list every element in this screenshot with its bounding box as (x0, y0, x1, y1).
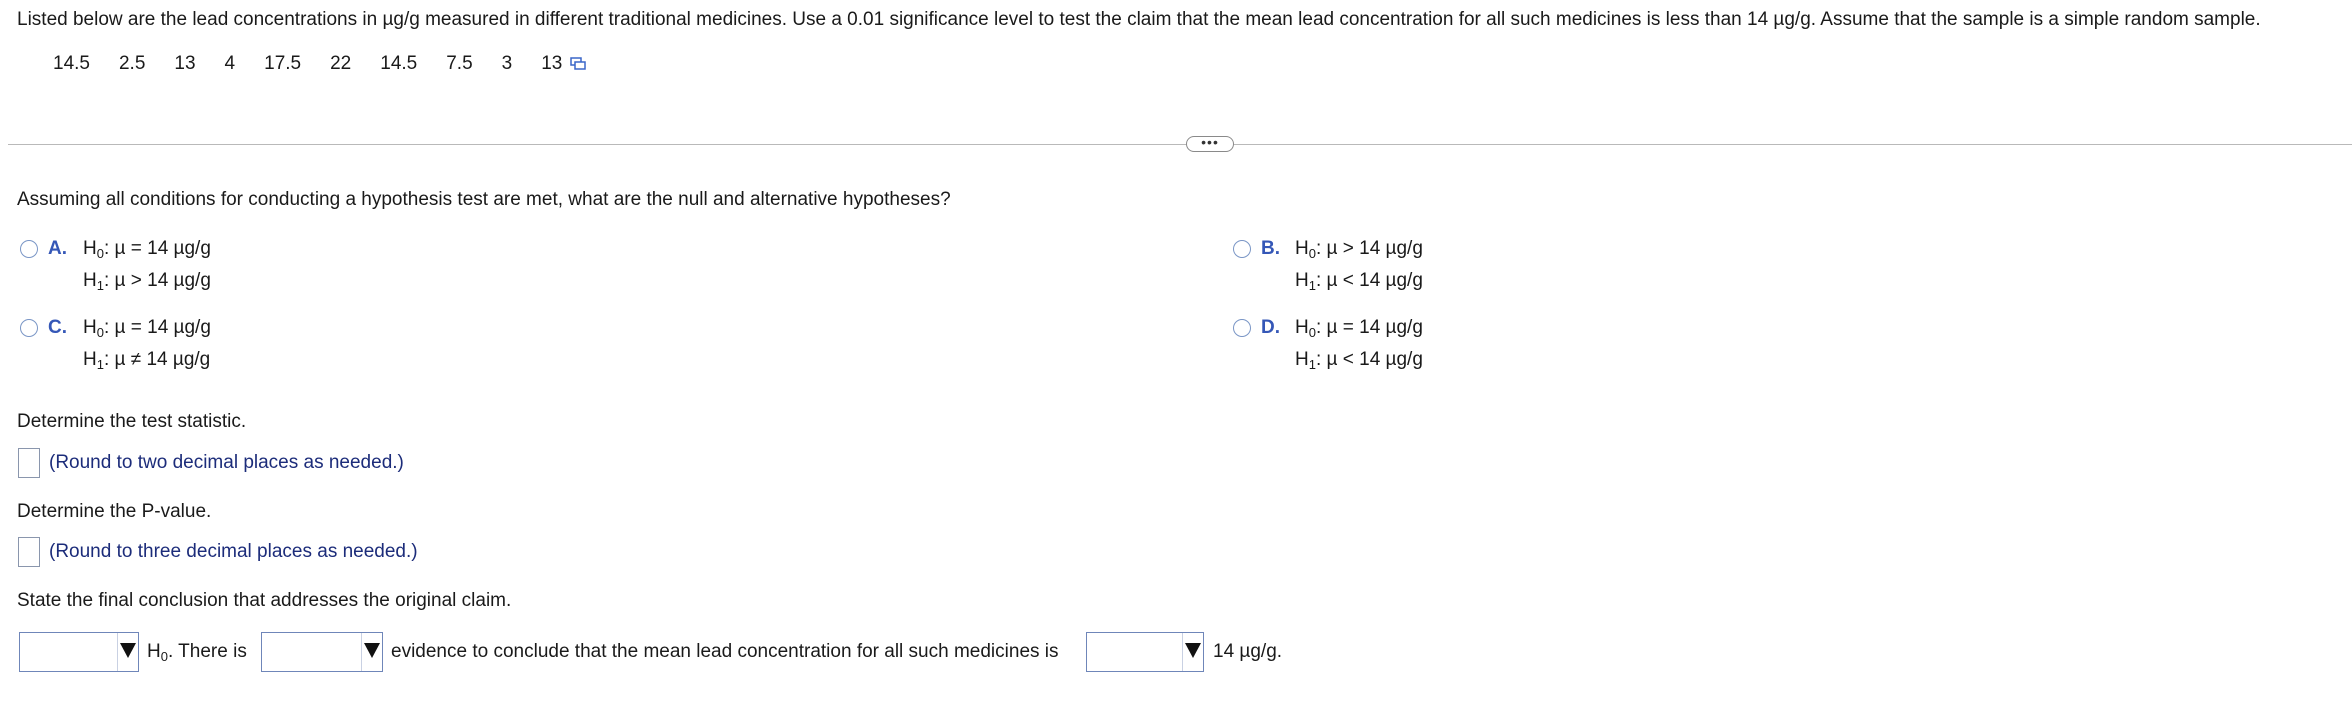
p-value-hint: (Round to three decimal places as needed.) (49, 541, 418, 562)
dropdown-arrow-icon (120, 643, 136, 658)
data-value: 4 (224, 53, 236, 74)
option-c-letter: C. (48, 317, 67, 338)
option-c-h0: $H_0$: µ = 14 µg/g (83, 317, 211, 340)
data-value: 14.5 (53, 53, 90, 74)
option-b-h0: $H_0$: µ > 14 µg/g (1295, 238, 1423, 261)
option-b-letter: B. (1261, 238, 1280, 259)
section-divider (8, 144, 2352, 145)
data-value: 3 (501, 53, 513, 74)
option-c-h1: $H_1$: µ ≠ 14 µg/g (83, 349, 211, 372)
conclusion-h0: $H_0$. There is (147, 641, 247, 664)
p-value-prompt: Determine the P-value. (17, 501, 212, 522)
option-d-radio[interactable] (1233, 319, 1251, 337)
copy-data-icon[interactable] (570, 54, 586, 68)
comparison-select[interactable] (1086, 632, 1204, 672)
data-value: 22 (330, 53, 352, 74)
conclusion-prompt: State the final conclusion that addresses the original claim. (17, 590, 512, 611)
p-value-input[interactable] (18, 537, 40, 567)
test-statistic-hint: (Round to two decimal places as needed.) (49, 452, 404, 473)
option-a-h0: $H_0$: µ = 14 µg/g (83, 238, 211, 261)
question-intro: Listed below are the lead concentrations in µg/g measured in different traditional medicines. Use a 0.01 significance level to test the claim that the mean lead concentration for all such medicines is less than 14 µg/g. Assume that the sample is a simple random sample. (17, 9, 2261, 30)
hypotheses-prompt: Assuming all conditions for conducting a hypothesis test are met, what are the null and alternative hypotheses? (17, 189, 951, 210)
data-value: 2.5 (118, 53, 146, 74)
option-a-h1: $H_1$: µ > 14 µg/g (83, 270, 211, 293)
data-value: 13 (541, 53, 563, 74)
evidence-select[interactable] (261, 632, 383, 672)
option-b-radio[interactable] (1233, 240, 1251, 258)
data-value: 14.5 (380, 53, 418, 74)
option-d-letter: D. (1261, 317, 1280, 338)
dropdown-arrow-icon (1185, 643, 1201, 658)
option-a-radio[interactable] (20, 240, 38, 258)
dropdown-arrow-icon (364, 643, 380, 658)
conclusion-middle-text: evidence to conclude that the mean lead concentration for all such medicines is (391, 641, 1059, 662)
data-value: 17.5 (264, 53, 302, 74)
option-c-radio[interactable] (20, 319, 38, 337)
data-values (53, 52, 586, 76)
reject-decision-select[interactable] (19, 632, 139, 672)
test-statistic-prompt: Determine the test statistic. (17, 411, 247, 432)
data-value: 13 (174, 53, 196, 74)
ellipsis-icon[interactable]: ••• (1186, 136, 1234, 152)
option-d-h1: $H_1$: µ < 14 µg/g (1295, 349, 1423, 372)
test-statistic-input[interactable] (18, 448, 40, 478)
option-a-letter: A. (48, 238, 67, 259)
option-d-h0: $H_0$: µ = 14 µg/g (1295, 317, 1423, 340)
conclusion-end-text: 14 µg/g. (1213, 641, 1283, 662)
option-b-h1: $H_1$: µ < 14 µg/g (1295, 270, 1423, 293)
data-value: 7.5 (446, 53, 473, 74)
